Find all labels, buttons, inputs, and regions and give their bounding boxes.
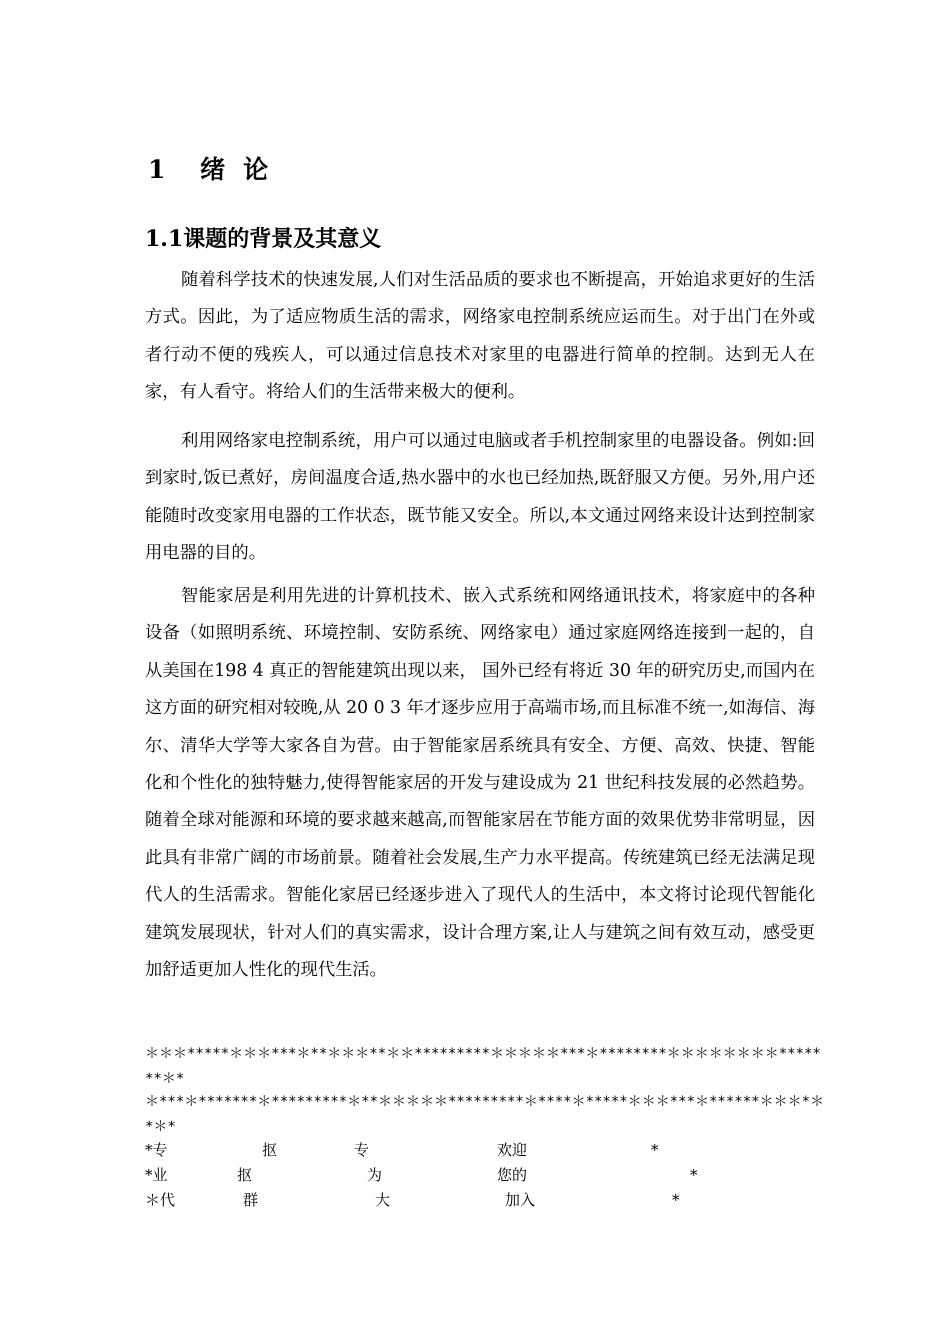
star-divider-1: ＊＊＊*****＊＊＊***＊**＊＊＊**＊＊*********＊＊＊＊＊***＊********＊＊＊＊＊＊＊＊*******＊*: [145, 1046, 821, 1087]
ad-cell: *: [672, 1191, 680, 1209]
ad-cell: ＊代: [145, 1191, 176, 1209]
ad-cell: 抠: [262, 1141, 278, 1159]
chapter-title-char-1: 绪: [200, 155, 228, 184]
ad-cell: 为: [367, 1166, 383, 1184]
ad-cell: 加入: [505, 1191, 536, 1209]
ad-cell: 您的: [497, 1166, 528, 1184]
ad-cell: *业: [145, 1166, 168, 1184]
ad-cell: 专: [354, 1141, 370, 1159]
ad-row-3: [145, 1187, 825, 1213]
ad-cell: 大: [375, 1191, 391, 1209]
chapter-title: [148, 150, 270, 186]
ad-cell: *: [651, 1141, 659, 1159]
star-divider-2: ＊***＊*******＊*********＊**＊＊＊＊＊*********＊****＊*****＊＊＊***＊******＊＊＊*＊*＊*: [145, 1094, 825, 1135]
ad-row-1: [145, 1137, 825, 1163]
ad-cell: 欢迎: [497, 1141, 528, 1159]
paragraph-1: 随着科学技术的快速发展,人们对生活品质的要求也不断提高，开始追求更好的生活方式。因此，为了适应物质生活的需求，网络家电控制系统应运而生。对于出门在外或者行动不便的残疾人，可以通过信息技术对家里的电器进行简单的控制。达到无人在家，有人看守。将给人们的生活带来极大的便利。: [145, 270, 815, 403]
ad-row-2: [145, 1162, 825, 1188]
ad-cell: 抠: [237, 1166, 253, 1184]
ad-cell: 群: [243, 1191, 259, 1209]
chapter-title-char-2: 论: [243, 155, 271, 184]
ad-cell: *专: [145, 1141, 168, 1159]
paragraph-3: 智能家居是利用先进的计算机技术、嵌入式系统和网络通讯技术，将家庭中的各种设备（如照明系统、环境控制、安防系统、网络家电）通过家庭网络连接到一起的，自从美国在198 4 真正的智能建筑出现以来， 国外已经有将近 30 年的研究历史,而国内在这方面的研究相对较晚,从 20 0 3 年才逐步应用于高端市场,而且标准不统一,如海信、海尔、清华大学等大家各自为营。由于智能家居系统具有安全、方便、高效、快捷、智能化和个性化的独特魅力,使得智能家居的开发与建设成为 21 世纪科技发展的必然趋势。随着全球对能源和环境的要求越来越高,而智能家居在节能方面的效果优势非常明显，因此具有非常广阔的市场前景。随着社会发展,生产力水平提高。传统建筑已经无法满足现代人的生活需求。智能化家居已经逐步进入了现代人的生活中，本文将讨论现代智能化建筑发展现状，针对人们的真实需求，设计合理方案,让人与建筑之间有效互动，感受更加舒适更加人性化的现代生活。: [145, 586, 815, 981]
paragraph-2: 利用网络家电控制系统，用户可以通过电脑或者手机控制家里的电器设备。例如:回到家时,饭已煮好，房间温度合适,热水器中的水也已经加热,既舒服又方便。另外,用户还能随时改变家用电器的工作状态，既节能又安全。所以,本文通过网络来设计达到控制家用电器的目的。: [145, 431, 815, 564]
section-title: 1.1课题的背景及其意义: [145, 226, 382, 252]
chapter-number: 1: [148, 155, 168, 184]
ad-cell: *: [690, 1166, 698, 1184]
